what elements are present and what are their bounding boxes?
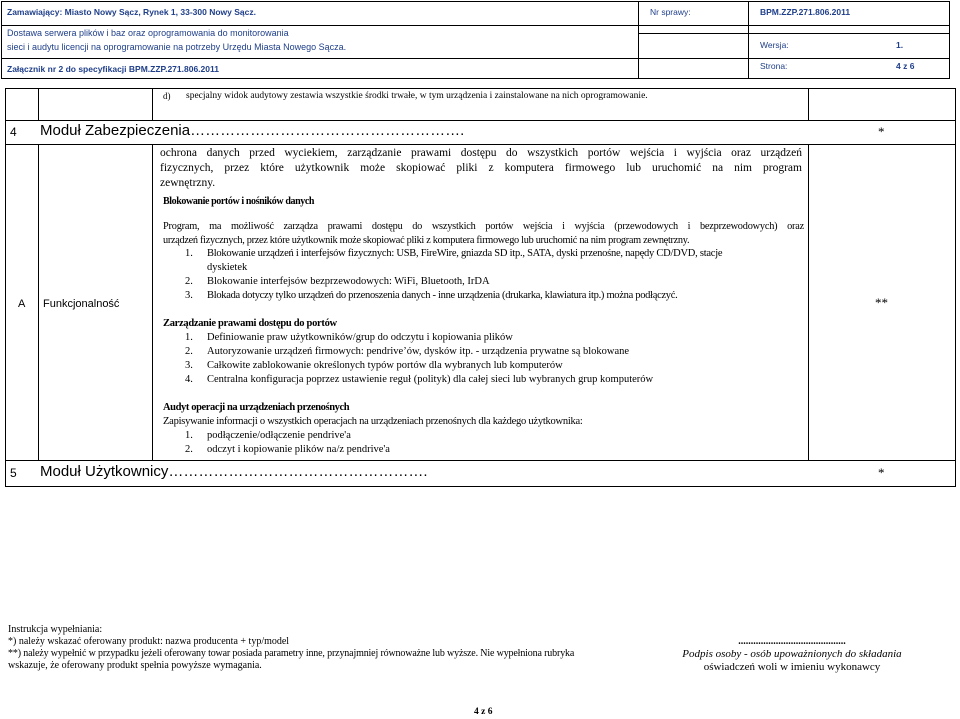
- blocking-item-text: Blokada dotyczy tylko urządzeń do przenoszenia danych - inne urządzenia (drukarka, klawiatura itp.) można podłączyć.: [207, 290, 678, 301]
- signature-line: oświadczeń woli w imieniu wykonawcy: [703, 661, 881, 673]
- annex-label: Załącznik nr 2 do specyfikacji BPM.ZZP.271.806.2011: [7, 64, 219, 74]
- footer-page-number: 4 z 6: [474, 707, 493, 717]
- section-letter: A: [18, 298, 26, 310]
- signature-dots: ...........................................: [738, 636, 846, 647]
- module-5-number: 5: [10, 466, 17, 480]
- page-label: Strona:: [760, 61, 788, 71]
- instructions-line: **) należy wypełnić w przypadku jeżeli oferowany towar posiada parametry inne, przynajmniej równoważne lub wyższe. Nie wypełniona rubryka: [8, 648, 575, 659]
- blocking-heading: Blokowanie portów i nośników danych: [163, 196, 315, 207]
- blocking-item-number: 2.: [185, 276, 193, 287]
- signature-line: Podpis osoby - osób upoważnionych do składania: [682, 648, 902, 660]
- case-number: BPM.ZZP.271.806.2011: [760, 7, 851, 17]
- case-number-label: Nr sprawy:: [650, 7, 691, 17]
- document-title-line-1: Dostawa serwera plików i baz oraz oprogramowania do monitorowania: [7, 28, 289, 38]
- rights-item-number: 2.: [185, 346, 193, 357]
- version-label: Wersja:: [760, 40, 789, 50]
- instructions-heading: Instrukcja wypełniania:: [8, 624, 103, 635]
- blocking-item-text: Blokowanie interfejsów bezprzewodowych: WiFi, Bluetooth, IrDA: [207, 276, 490, 287]
- blocking-item-number: 3.: [185, 290, 193, 301]
- module-4-title: Moduł Zabezpieczenia……………………………………………….: [40, 122, 465, 139]
- rights-item-text: Autoryzowanie urządzeń firmowych: pendrive’ów, dysków itp. - urządzenia prywatne są blokowane: [207, 346, 630, 357]
- blocking-item-text: Blokowanie urządzeń i interfejsów fizycznych: USB, FireWire, gniazda SD itp., SATA, dyski przenośne, napędy CD/DVD, stacje: [207, 248, 723, 259]
- audit-item-number: 1.: [185, 430, 193, 441]
- blocking-item-number: 1.: [185, 248, 193, 259]
- page-value: 4 z 6: [896, 61, 915, 71]
- row-d-marker: d): [163, 91, 171, 101]
- ordering-party: Zamawiający: Miasto Nowy Sącz, Rynek 1, 33-300 Nowy Sącz.: [7, 7, 256, 17]
- module-4-mark: *: [878, 124, 885, 139]
- rights-item-text: Całkowite zablokowanie określonych typów portów dla wybranych lub komputerów: [207, 360, 563, 371]
- intro-line: zewnętrzny.: [160, 177, 216, 189]
- rights-heading: Zarządzanie prawami dostępu do portów: [163, 318, 337, 329]
- version-value: 1.: [896, 40, 904, 50]
- section-name: Funkcjonalność: [43, 298, 120, 310]
- audit-item-text: podłączenie/odłączenie pendrive'a: [207, 430, 351, 441]
- audit-item-text: odczyt i kopiowanie plików na/z pendrive'a: [207, 444, 390, 455]
- document-title-line-2: sieci i audytu licencji na oprogramowanie na potrzeby Urzędu Miasta Nowego Sącza.: [7, 42, 347, 52]
- rights-item-number: 3.: [185, 360, 193, 371]
- instructions-line: *) należy wskazać oferowany produkt: nazwa producenta + typ/model: [8, 636, 290, 647]
- intro-line: ochrona danych przed wyciekiem, zarządzanie prawami dostępu do wszystkich portów wejścia i wyjścia oraz urządzeń: [160, 147, 802, 159]
- section-mark: **: [875, 295, 888, 310]
- module-5-title: Moduł Użytkownicy…………………………………………….: [40, 463, 428, 480]
- blocking-item-text: dyskietek: [207, 262, 248, 273]
- rights-item-number: 4.: [185, 374, 193, 385]
- instructions-line: wskazuje, że oferowany produkt spełnia powyższe wymagania.: [8, 660, 262, 671]
- rights-item-text: Definiowanie praw użytkowników/grup do odczytu i kopiowania plików: [207, 332, 513, 343]
- row-d-text: specjalny widok audytowy zestawia wszystkie środki trwałe, w tym urządzenia i zainstalowane na nich oprogramowanie.: [186, 91, 648, 101]
- intro-line: fizycznych, przez które użytkownik może skopiować pliki z komputera firmowego lub uruchomić na nim program: [160, 162, 802, 174]
- rights-item-number: 1.: [185, 332, 193, 343]
- audit-item-number: 2.: [185, 444, 193, 455]
- blocking-line: Program, ma możliwość zarządza prawami dostępu do wszystkich portów wejścia i wyjścia (przewodowych i bezprzewodowych) oraz: [163, 221, 804, 232]
- rights-item-text: Centralna konfiguracja poprzez ustawienie reguł (polityk) dla całej sieci lub wybranych grup komputerów: [207, 374, 654, 385]
- blocking-line: urządzeń fizycznych, przez które użytkownik może skopiować pliki z komputera firmowego lub uruchomić na nim program zewnętrzny.: [163, 235, 690, 246]
- audit-heading: Audyt operacji na urządzeniach przenośnych: [163, 402, 350, 413]
- module-4-number: 4: [10, 125, 17, 139]
- audit-text: Zapisywanie informacji o wszystkich operacjach na urządzeniach przenośnych dla każdego użytkownika:: [163, 416, 583, 427]
- module-5-mark: *: [878, 465, 885, 480]
